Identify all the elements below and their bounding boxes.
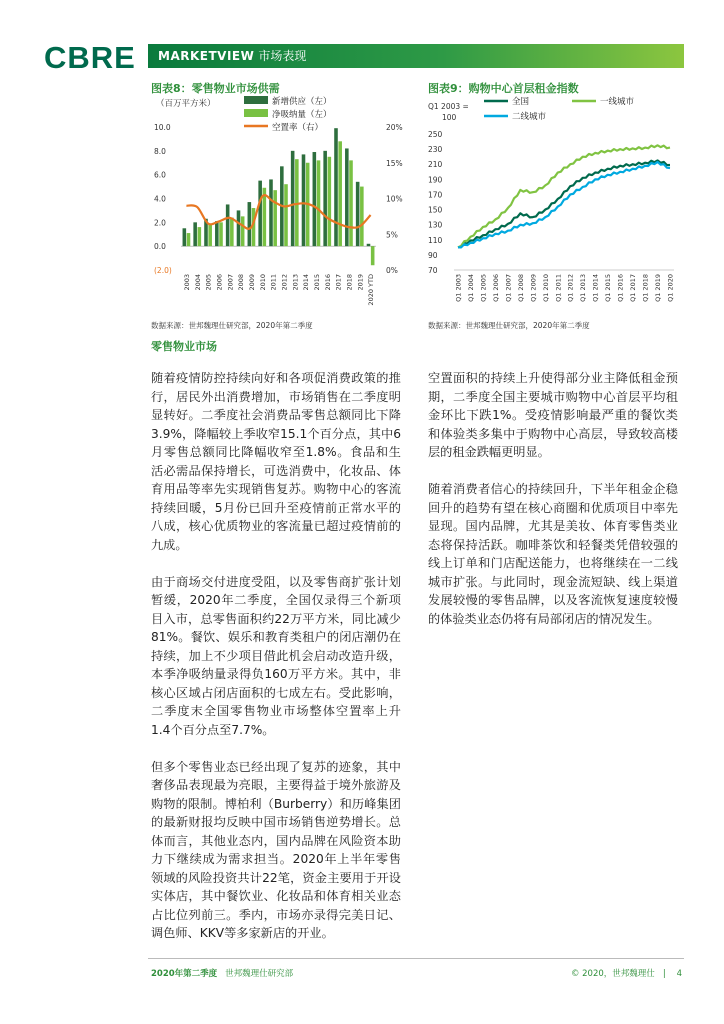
legend-swatch xyxy=(244,109,268,117)
y-tick: 170 xyxy=(428,190,443,200)
y-tick-left: 6.0 xyxy=(154,170,166,180)
x-tick: Q1 2020 xyxy=(666,274,675,302)
figure9-chart xyxy=(422,92,684,316)
y-tick: 70 xyxy=(428,266,438,275)
left-column xyxy=(151,369,401,961)
supply-bar xyxy=(183,228,187,246)
x-tick: 2014 xyxy=(302,274,311,291)
x-tick: Q1 2004 xyxy=(466,274,475,302)
absorption-bar xyxy=(328,157,332,246)
figure9-title: 图表9：购物中心首层租金指数 xyxy=(428,82,579,95)
footer-right xyxy=(571,967,682,979)
cbre-logo: CBRE xyxy=(44,40,136,75)
x-tick: 2018 xyxy=(345,274,354,291)
x-tick: Q1 2013 xyxy=(579,274,588,302)
x-tick: 2010 xyxy=(258,274,267,291)
y-tick: 150 xyxy=(428,205,443,215)
y-tick: 90 xyxy=(428,250,438,260)
footer-dept: 世邦魏理仕研究部 xyxy=(225,969,294,979)
supply-bar xyxy=(269,179,273,246)
paragraph: 随着疫情防控持续向好和各项促消费政策的推行，居民外出消费增加，市场销售在二季度明显转好。二季度社会消费品零售总额同比下降3.9%，降幅较上季收窄15.1个百分点，其中6月零售总额同比降幅收窄至1.8%。食品和生活必需品保持增长，可选消费中，化妆品、体育用品等率先实现销售复苏。购物中心的客流持续回暖，5月份已回升至疫情前正常水平的八成，核心优质物业的客流量已超过疫情前的九成。 xyxy=(151,371,401,552)
supply-bar xyxy=(226,204,230,246)
x-tick: 2003 xyxy=(182,274,191,291)
y-tick-left: (2.0) xyxy=(154,266,172,275)
legend-swatch xyxy=(244,96,268,104)
supply-bar xyxy=(367,244,371,246)
supply-bar xyxy=(291,151,295,246)
legend-label: 新增供应（左） xyxy=(272,97,332,107)
footer-left xyxy=(151,967,293,979)
footer-copyright: © 2020，世邦魏理仕 xyxy=(570,969,655,979)
supply-bar xyxy=(334,128,338,246)
absorption-bar xyxy=(187,233,191,246)
y-tick: 190 xyxy=(428,175,443,185)
x-tick: Q1 2005 xyxy=(479,274,488,302)
supply-bar xyxy=(193,222,197,246)
x-tick: 2016 xyxy=(323,274,332,291)
supply-bar xyxy=(302,154,306,246)
y-tick-left: 10.0 xyxy=(154,123,171,132)
x-tick: 2015 xyxy=(312,274,321,291)
x-tick: 2005 xyxy=(204,274,213,291)
legend-label: 一线城市 xyxy=(600,97,635,107)
x-tick: Q1 2019 xyxy=(654,274,663,302)
y-tick-right: 20% xyxy=(386,123,403,132)
absorption-bar xyxy=(284,184,288,246)
supply-bar xyxy=(215,221,219,246)
y-tick: 250 xyxy=(428,130,443,139)
figure8-chart xyxy=(148,92,410,316)
y-tick-right: 0% xyxy=(386,266,398,275)
tier2-line xyxy=(458,162,670,247)
y-tick: 230 xyxy=(428,145,443,155)
footer-divider xyxy=(148,958,684,959)
paragraph: 由于商场交付进度受阻，以及零售商扩张计划暂缓，2020年二季度，全国仅录得三个新项目入市，总零售面积约22万平方米，同比减少81%。餐饮、娱乐和教育类租户的闭店潮仍在持续，加上不少项目借此机会启动改造升级，本季净吸纳量录得负160万平方米。其中，非核心区域占闭店面积的七成左右。受此影响，二季度末全国零售物业市场整体空置率上升1.4个百分点至7.7%。 xyxy=(151,574,401,737)
supply-bar xyxy=(356,182,360,246)
x-tick: Q1 2018 xyxy=(641,274,650,302)
y-tick-right: 5% xyxy=(386,230,398,240)
banner-text: 市场表现 xyxy=(258,49,307,63)
x-tick: Q1 2012 xyxy=(566,274,575,302)
x-tick: Q1 2017 xyxy=(629,274,638,302)
absorption-bar xyxy=(360,187,364,247)
y-tick-right: 15% xyxy=(386,158,403,168)
supply-bar xyxy=(237,210,241,246)
y-tick-right: 10% xyxy=(386,194,403,204)
supply-bar xyxy=(313,152,317,246)
absorption-bar xyxy=(338,141,342,246)
legend-label: 二线城市 xyxy=(512,112,547,122)
x-tick: 2004 xyxy=(193,274,202,291)
absorption-bar xyxy=(349,160,353,246)
paragraph: 随着消费者信心的持续回升，下半年租金企稳回升的趋势有望在核心商圈和优质项目中率先显现。国内品牌，尤其是美妆、体育零售类业态将保持活跃。咖啡茶饮和轻餐类凭借较强的线上订单和门店配送能力，也将继续在一二线城市扩张。与此同时，现金流短缺、线上渠道发展较慢的零售品牌，以及客流恢复速度较慢的体验类业态仍将有局部闭店的情况发生。 xyxy=(428,482,678,626)
paragraph: 空置面积的持续上升使得部分业主降低租金预期，二季度全国主要城市购物中心首层平均租金环比下跌1%。受疫情影响最严重的餐饮类和体验类多集中于购物中心高层，导致较高楼层的租金跌幅更明显。 xyxy=(428,371,678,459)
x-tick: Q1 2008 xyxy=(516,274,525,302)
y-tick-left: 0.0 xyxy=(154,242,166,252)
marketview-banner xyxy=(148,44,684,68)
x-tick: 2012 xyxy=(280,274,289,291)
x-tick: Q1 2006 xyxy=(491,274,500,302)
x-tick: 2013 xyxy=(291,274,300,291)
page-number: 4 xyxy=(676,969,682,979)
supply-bar xyxy=(345,148,349,246)
footer-separator: | xyxy=(662,969,666,979)
x-tick: Q1 2011 xyxy=(554,274,563,302)
x-tick: 2011 xyxy=(269,274,278,291)
figure8-source: 数据来源：世邦魏理仕研究部，2020年第二季度 xyxy=(151,321,313,330)
x-tick: Q1 2015 xyxy=(604,274,613,302)
absorption-bar xyxy=(371,246,375,265)
supply-bar xyxy=(248,202,252,246)
x-tick: 2009 xyxy=(247,274,256,291)
x-tick: 2007 xyxy=(226,274,235,291)
footer-period: 2020年第二季度 xyxy=(151,969,218,979)
x-tick: 2006 xyxy=(215,274,224,291)
x-tick: Q1 2007 xyxy=(504,274,513,302)
paragraph: 但多个零售业态已经出现了复苏的迹象，其中奢侈品表现最为亮眼，主要得益于境外旅游及购物的限制。博柏利（Burberry）和历峰集团的最新财报均反映中国市场销售逆势增长。总体而言，其他业态内，国内品牌在风险资本助力下继续成为需求担当。2020年上半年零售领域的风险投资共计22笔，资金主要用于开设实体店，其中餐饮业、化妆品和体育相关业态占比位列前三。季内，市场亦录得完美日记、调色师、KKV等多家新店的开业。 xyxy=(151,759,401,940)
y-tick: 130 xyxy=(428,220,443,230)
vacancy-line xyxy=(186,195,370,229)
absorption-bar xyxy=(219,222,223,246)
supply-bar xyxy=(323,151,327,246)
x-tick: 2008 xyxy=(237,274,246,291)
absorption-bar xyxy=(208,225,212,246)
x-tick: Q1 2014 xyxy=(591,274,600,302)
x-tick: 2020 YTD xyxy=(367,274,376,306)
absorption-bar xyxy=(273,190,277,246)
section-title: 零售物业市场 xyxy=(151,340,217,353)
x-tick: 2019 xyxy=(356,274,365,291)
right-column xyxy=(428,369,678,647)
x-tick: 2017 xyxy=(334,274,343,291)
base-label: Q1 2003 = xyxy=(428,102,469,111)
legend-label: 净吸纳量（左） xyxy=(272,110,332,120)
y-tick: 210 xyxy=(428,160,443,170)
x-tick: Q1 2009 xyxy=(529,274,538,302)
y-tick: 110 xyxy=(428,235,443,245)
legend-label: 空置率（右） xyxy=(272,123,324,133)
y-tick-left: 8.0 xyxy=(154,146,166,156)
figure8-title: 图表8：零售物业市场供需 xyxy=(151,82,280,95)
x-tick: Q1 2010 xyxy=(541,274,550,302)
figure9-source: 数据来源：世邦魏理仕研究部，2020年第二季度 xyxy=(428,321,590,330)
x-tick: Q1 2016 xyxy=(616,274,625,302)
y-tick-left: 4.0 xyxy=(154,194,166,204)
base-label: 100 xyxy=(442,113,457,122)
banner-bold: MARKETVIEW xyxy=(158,49,255,63)
absorption-bar xyxy=(230,218,234,247)
legend-label: 全国 xyxy=(512,97,530,107)
figure8-unit: （百万平方米） xyxy=(156,99,216,109)
absorption-bar xyxy=(198,227,202,246)
y-tick-left: 2.0 xyxy=(154,218,166,228)
absorption-bar xyxy=(317,160,321,246)
absorption-bar xyxy=(241,216,245,246)
x-tick: Q1 2003 xyxy=(454,274,463,302)
supply-bar xyxy=(258,181,262,247)
